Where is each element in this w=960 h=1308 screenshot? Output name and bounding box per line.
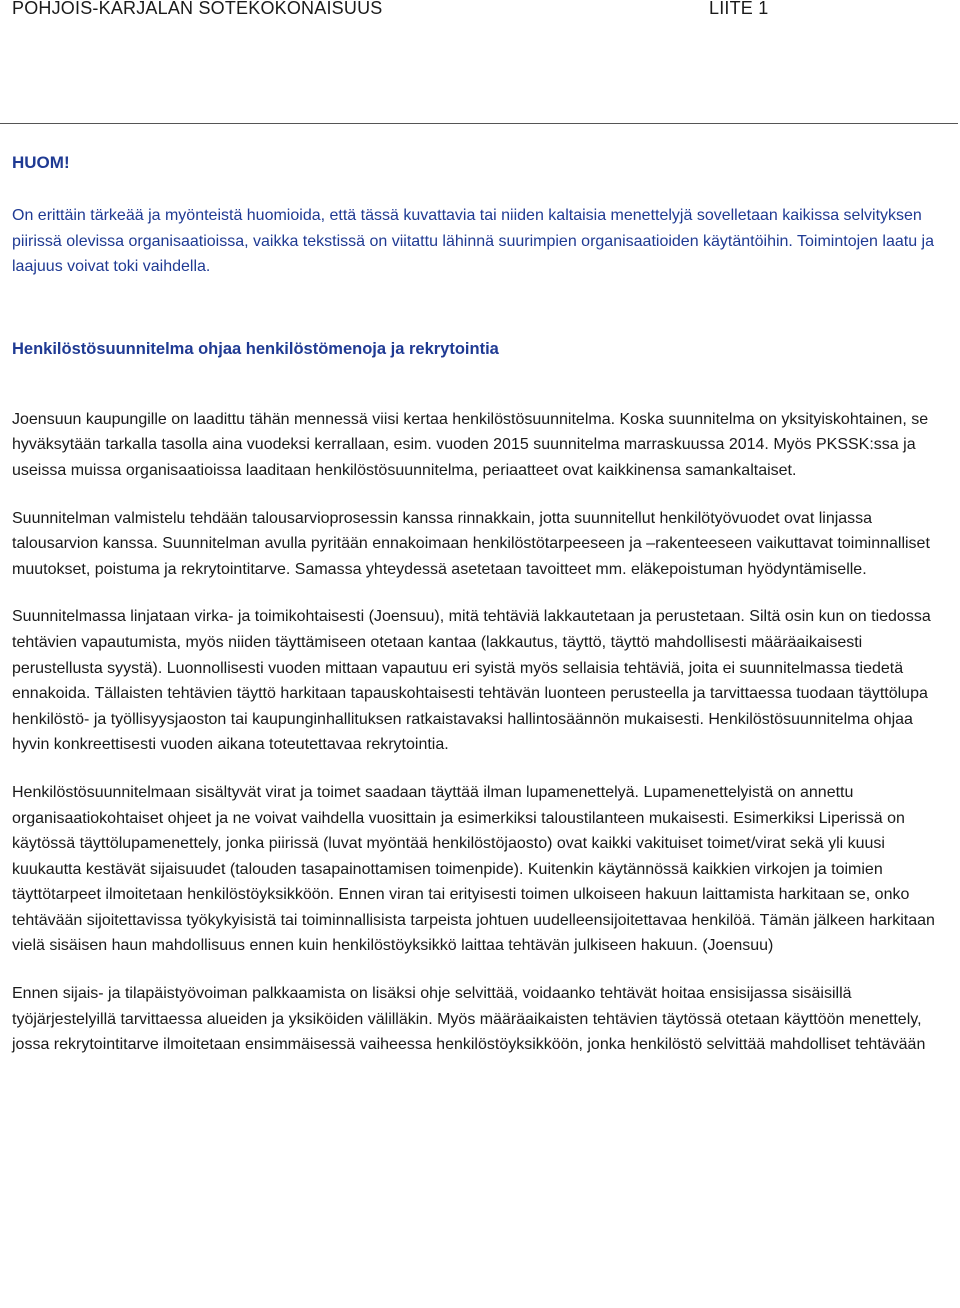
paragraph: Henkilöstösuunnitelmaan sisältyvät virat ja toimet saadaan täyttää ilman lupamenettelyä. Lupamenettelyistä on annettu organisaatiokohtaiset ohjeet ja ne voivat vaihdella vuosittain ja esimerkiksi taloustilanteen mukaisesti. Esimerkiksi Liperissä on käytössä täyttölupamenettely, jonka piirissä (luvat myöntää henkilöstöjaosto) ovat kaikki vakituiset toimet/virat sekä yli kuusi kuukautta kestävät sijaisuudet (talouden tasapainottamisen toimenpide). Kuitenkin käytännössä kaikkien virkojen ja toimien täyttötarpeet ilmoitetaan henkilöstöyksikköön. Ennen viran tai erityisesti toimen ulkoiseen hakuun laittamista harkitaan se, onko tehtävään sijoitettavissa työkykyisistä tai toiminnallisista tarpeista johtuen uudelleensijoitettavaa henkilöä. Tämän jälkeen harkitaan vielä sisäisen haun mahdollisuus ennen kuin henkilöstöyksikkö laittaa tehtävän julkiseen hakuun. (Joensuu) (12, 783, 935, 955)
paragraph: Suunnitelmassa linjataan virka- ja toimikohtaisesti (Joensuu), mitä tehtäviä lakkautetaan ja perustetaan. Siltä osin kun on tiedossa tehtävien vapautumista, myös niiden täyttämiseen otetaan kantaa (lakkautus, täyttö, täyttö mahdollisesti määräaikaisesti perustellusta syystä). Luonnollisesti vuoden mittaan vapautuu eri syistä myös sellaisia tehtäviä, joita ei suunnitelmassa tiedetä ennakoida. Tällaisten tehtävien täyttö harkitaan tapauskohtaisesti tehtävän luonteen perusteella ja tarvittaessa tuodaan täyttölupa henkilöstö- ja työllisyysjaoston tai kaupunginhallituksen ratkaistavaksi hallintosäännön mukaisesti. Henkilöstösuunnitelma ohjaa hyvin konkreettisesti vuoden aikana toteutettavaa rekrytointia. (12, 608, 931, 754)
document-body (12, 148, 942, 1058)
organization-name: POHJOIS-KARJALAN SOTEKOKONAISUUS (12, 0, 383, 18)
paragraph: Joensuun kaupungille on laadittu tähän mennessä viisi kertaa henkilöstösuunnitelma. Koska suunnitelma on yksityiskohtainen, se hyväksytään tarkalla tasolla aina vuodeksi kerrallaan, esim. vuoden 2015 suunnitelma marraskuussa 2014. Myös PKSSK:ssa ja useissa muissa organisaatioissa laaditaan henkilöstösuunnitelma, periaatteet ovat kaikkinensa samankaltaiset. (12, 410, 929, 479)
notice-heading: HUOM! (12, 153, 70, 172)
notice-text: On erittäin tärkeää ja myönteistä huomioida, että tässä kuvattavia tai niiden kaltaisia menettelyjä sovelletaan kaikissa selvityksen piirissä olevissa organisaatioissa, vaikka tekstissä on viitattu lähinnä suurimpien organisaatioiden käytäntöihin. Toimintojen laatu ja laajuus voivat toki vaihdella. (12, 207, 934, 276)
annex-label: LIITE 1 (709, 0, 769, 18)
paragraph: Ennen sijais- ja tilapäistyövoiman palkkaamista on lisäksi ohje selvittää, voidaanko tehtävät hoitaa ensisijassa sisäisillä työjärjestelyillä tarvittaessa alueiden ja yksiköiden välilläkin. Myös määräaikaisten tehtävien täytössä otetaan käyttöön menettely, jossa rekrytointitarve ilmoitetaan ensimmäisessä vaiheessa henkilöstöyksikköön, jonka henkilöstö selvittää mahdolliset tehtävään (12, 985, 926, 1054)
paragraph: Suunnitelman valmistelu tehdään talousarvioprosessin kanssa rinnakkain, jotta suunnitellut henkilötyövuodet ovat linjassa talousarvion kanssa. Suunnitelman avulla pyritään ennakoimaan henkilöstötarpeeseen ja –rakenteeseen vaikuttavat toiminnalliset muutokset, poistuma ja rekrytointitarve. Samassa yhteydessä asetetaan tavoitteet mm. eläkepoistuman hyödyntämiselle. (12, 509, 930, 578)
section-title: Henkilöstösuunnitelma ohjaa henkilöstömenoja ja rekrytointia (12, 339, 499, 358)
header-divider (0, 123, 958, 124)
page-header (12, 0, 960, 22)
